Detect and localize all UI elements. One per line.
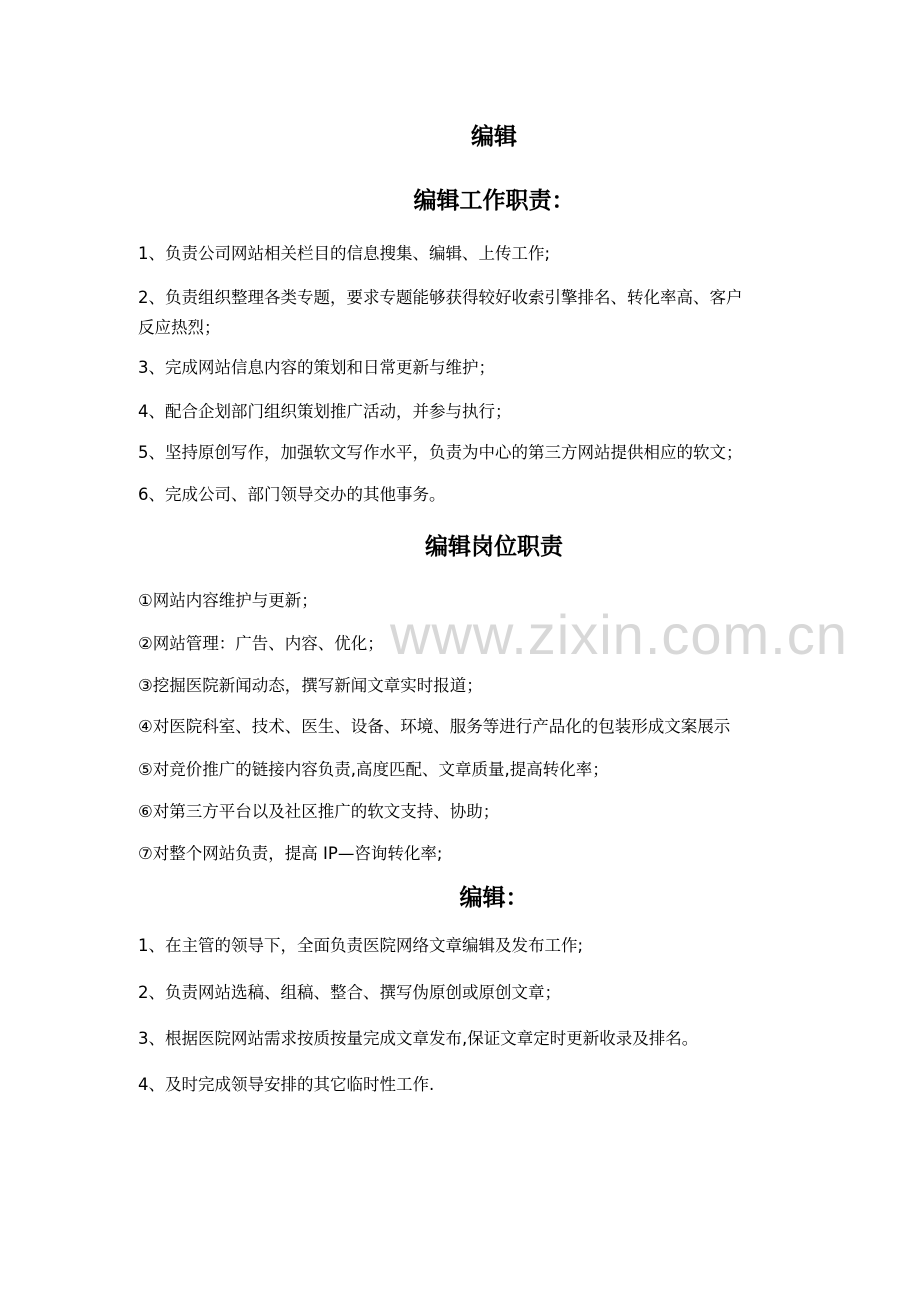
section2-item: ③挖掘医院新闻动态，撰写新闻文章实时报道；: [138, 676, 483, 695]
section2-item: ②网站管理：广告、内容、优化；: [138, 634, 384, 653]
section2-heading: 编辑岗位职责: [425, 534, 563, 560]
section1-item: 4、配合企划部门组织策划推广活动，并参与执行；: [138, 402, 512, 421]
section2-item: ⑦对整个网站负责，提高 IP—咨询转化率;: [138, 844, 443, 863]
section3-heading: 编辑：: [459, 885, 529, 911]
section1-item: 6、完成公司、部门领导交办的其他事务。: [138, 485, 446, 504]
document-title: 编辑: [471, 124, 517, 150]
section1-item: 2、负责组织整理各类专题，要求专题能够获得较好收索引擎排名、转化率高、客户: [138, 288, 743, 307]
section1-item: 5、坚持原创写作，加强软文写作水平，负责为中心的第三方网站提供相应的软文；: [138, 443, 743, 462]
section2-item: ⑥对第三方平台以及社区推广的软文支持、协助；: [138, 802, 500, 821]
section1-heading: 编辑工作职责：: [413, 188, 575, 214]
section3-item: 4、及时完成领导安排的其它临时性工作.: [138, 1075, 435, 1094]
section1-item: 3、完成网站信息内容的策划和日常更新与维护；: [138, 358, 495, 377]
section3-item: 3、根据医院网站需求按质按量完成文章发布,保证文章定时更新收录及排名。: [138, 1029, 699, 1048]
section2-item: ⑤对竞价推广的链接内容负责,高度匹配、文章质量,提高转化率；: [138, 760, 609, 779]
section1-item: 1、负责公司网站相关栏目的信息搜集、编辑、上传工作;: [138, 244, 551, 263]
section3-item: 2、负责网站选稿、组稿、整合、撰写伪原创或原创文章；: [138, 983, 561, 1002]
section3-item: 1、在主管的领导下，全面负责医院网络文章编辑及发布工作;: [138, 936, 584, 955]
section2-item: ①网站内容维护与更新；: [138, 591, 318, 610]
section1-item: 反应热烈；: [138, 318, 221, 337]
site-watermark: www.zixin.com.cn: [390, 603, 848, 666]
section2-item: ④对医院科室、技术、医生、设备、环境、服务等进行产品化的包装形成文案展示: [138, 717, 731, 736]
